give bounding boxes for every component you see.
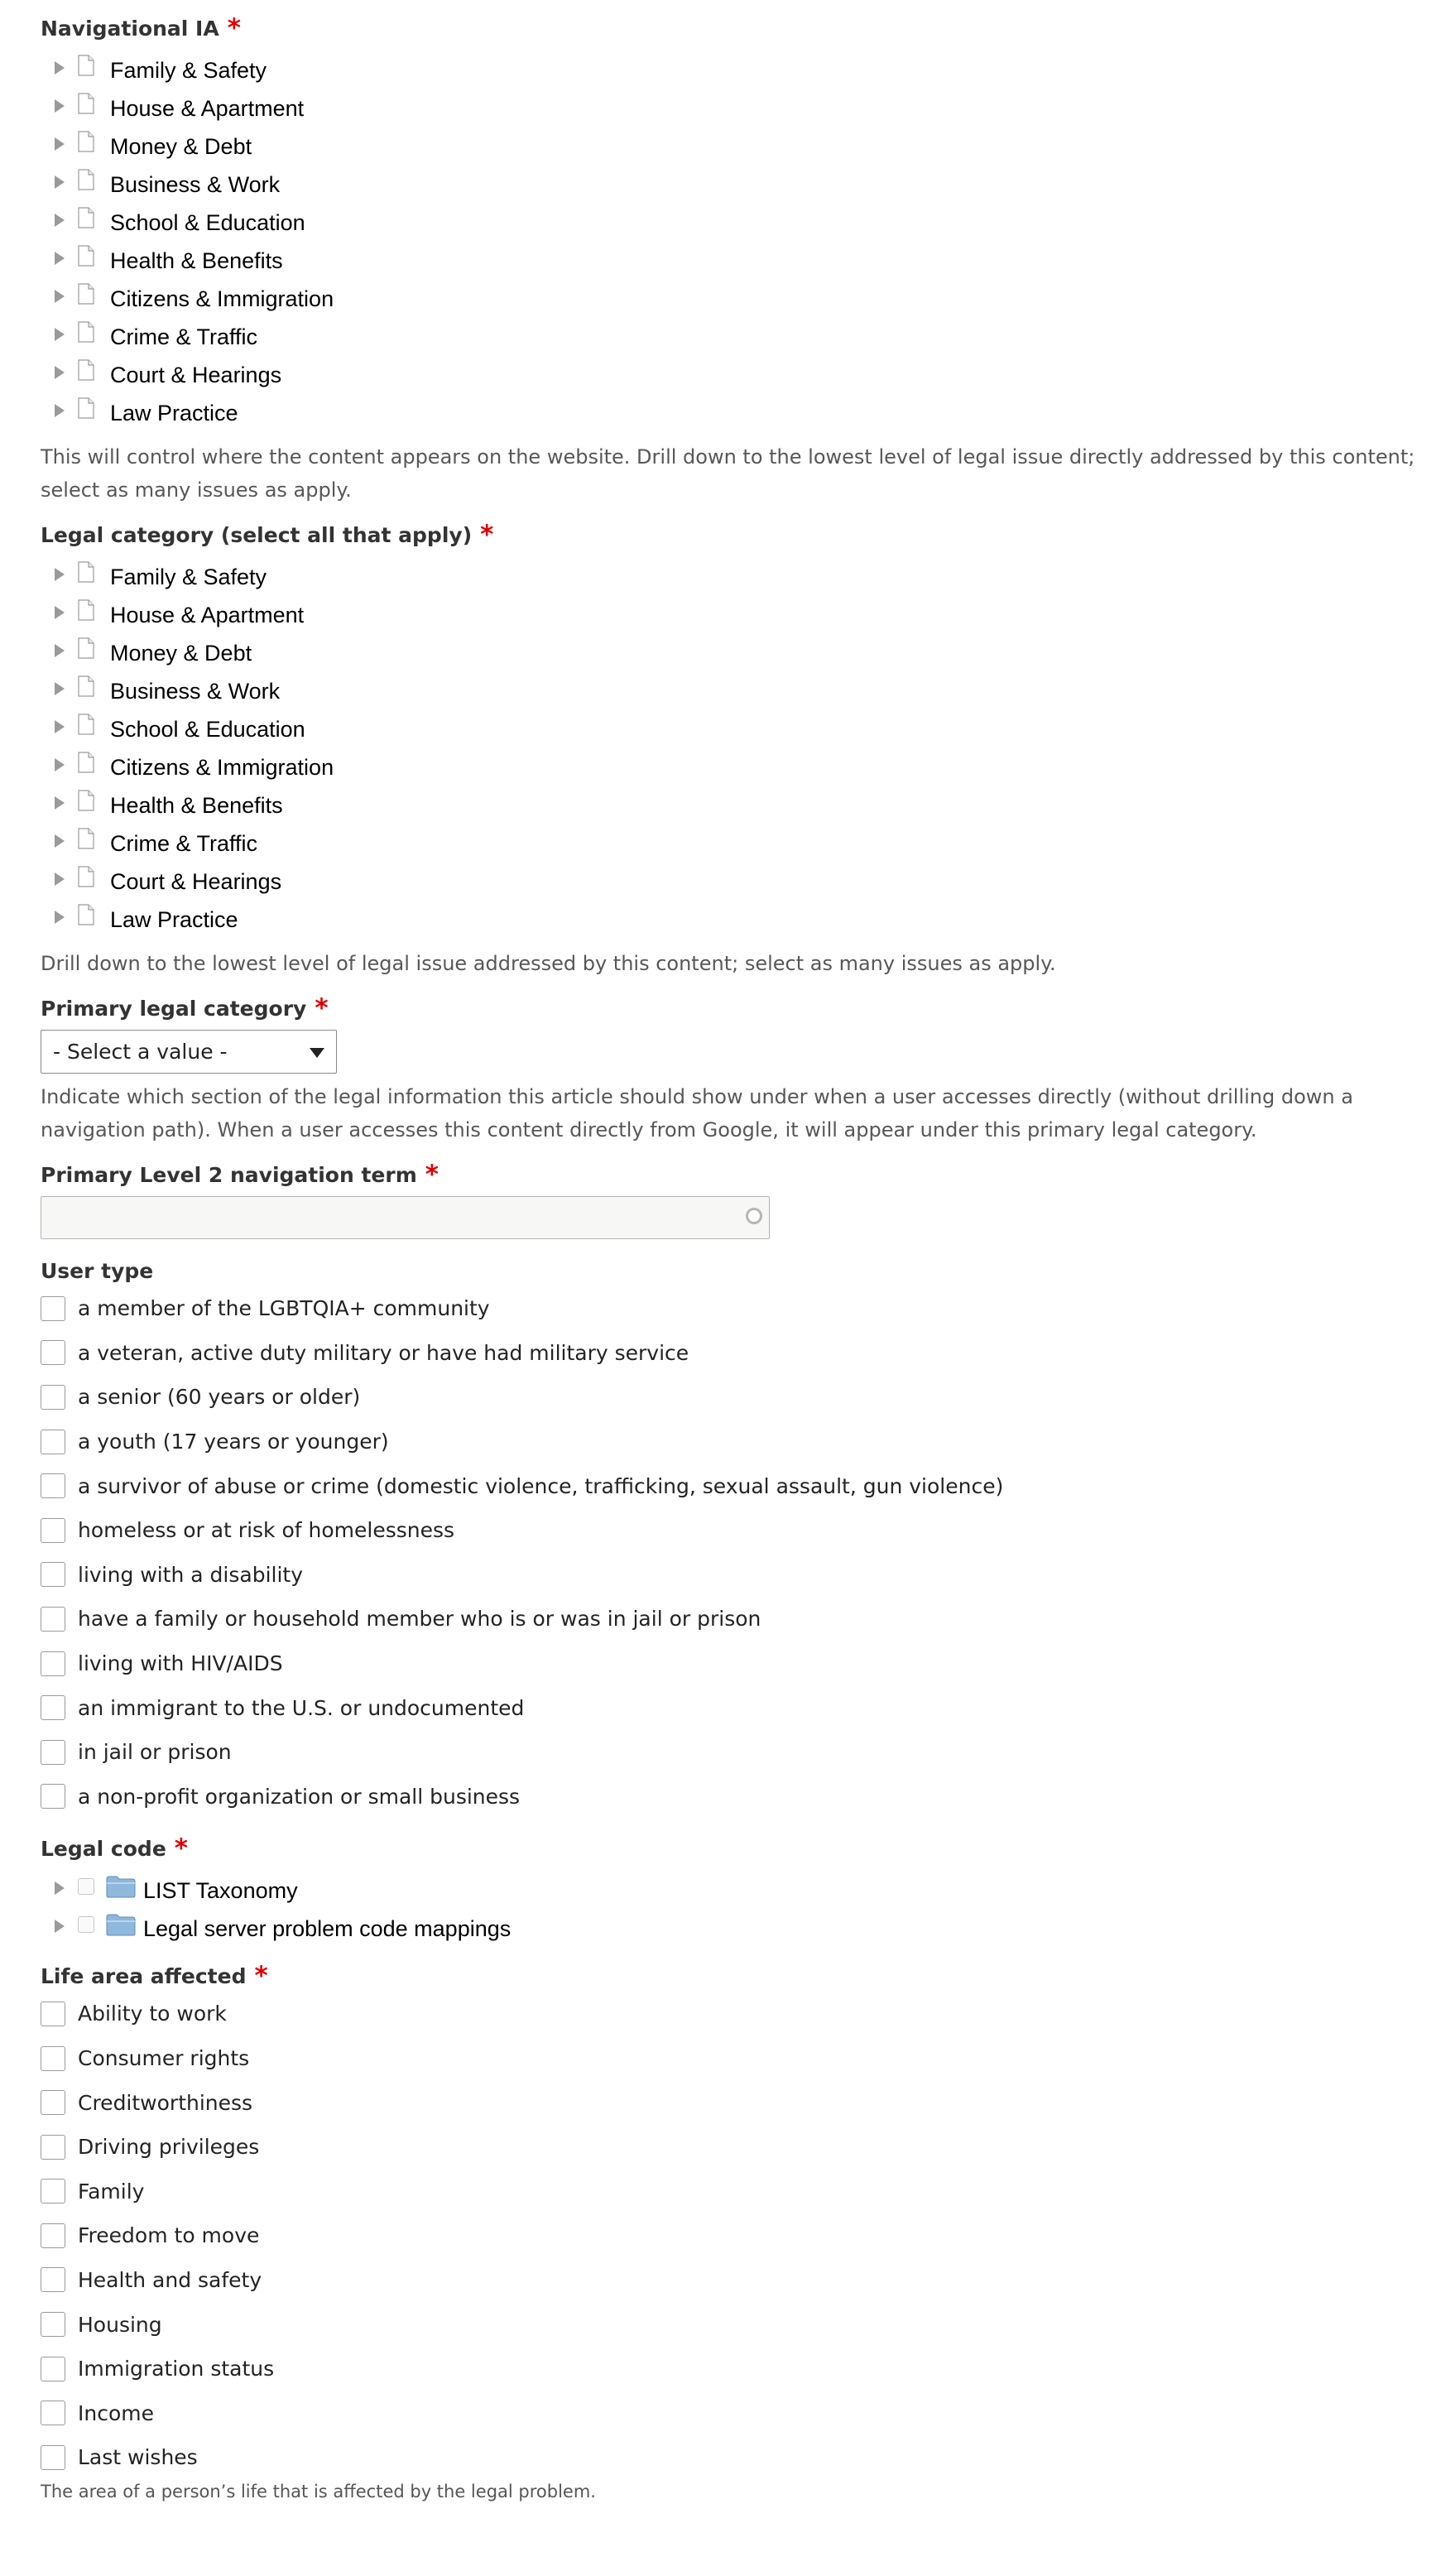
- tree-node[interactable]: [41, 280, 1441, 318]
- expand-arrow-icon[interactable]: [55, 175, 65, 189]
- expand-arrow-icon[interactable]: [55, 606, 65, 619]
- expand-arrow-icon[interactable]: [55, 404, 65, 417]
- legal-category-description: Drill down to the lowest level of legal issue addressed by this content; select as many issues as apply.: [41, 952, 1056, 975]
- checkbox-label[interactable]: Driving privileges: [78, 2135, 260, 2160]
- select-value: - Select a value -: [53, 1040, 228, 1064]
- checkbox[interactable]: [41, 2312, 65, 2337]
- checkbox-option[interactable]: [41, 1641, 1441, 1686]
- tree-node-label[interactable]: House & Apartment: [110, 602, 305, 627]
- checkbox-label[interactable]: Health and safety: [78, 2267, 262, 2292]
- tree-node-label[interactable]: Citizens & Immigration: [110, 754, 334, 780]
- checkbox[interactable]: [41, 1651, 65, 1676]
- tree-node[interactable]: [41, 89, 1441, 127]
- checkbox[interactable]: [41, 1740, 65, 1765]
- checkbox-label[interactable]: Family: [78, 2179, 145, 2204]
- tree-node-label[interactable]: Health & Benefits: [110, 792, 283, 818]
- checkbox-option[interactable]: [41, 2080, 1441, 2125]
- expand-arrow-icon[interactable]: [55, 720, 65, 733]
- tree-node[interactable]: [41, 901, 1441, 939]
- checkbox-option[interactable]: [41, 1331, 1441, 1376]
- document-icon: [78, 675, 94, 697]
- expand-arrow-icon[interactable]: [55, 290, 65, 303]
- document-icon: [78, 866, 94, 887]
- primary-level2-label: Primary Level 2 navigation term *: [41, 1160, 439, 1189]
- navigational-ia-tree: [41, 51, 1441, 432]
- expand-arrow-icon[interactable]: [55, 568, 65, 581]
- checkbox-option[interactable]: [41, 2435, 1441, 2480]
- required-marker: *: [254, 1961, 268, 1992]
- expand-arrow-icon[interactable]: [55, 872, 65, 886]
- checkbox-label[interactable]: a senior (60 years or older): [78, 1385, 361, 1410]
- document-icon: [78, 283, 94, 305]
- required-marker: *: [174, 1833, 188, 1864]
- caret-down-icon: [310, 1048, 324, 1058]
- checkbox-label[interactable]: Freedom to move: [78, 2223, 260, 2248]
- checkbox-label[interactable]: an immigrant to the U.S. or undocumented: [78, 1695, 525, 1720]
- checkbox-option[interactable]: [41, 1553, 1441, 1598]
- checkbox-label[interactable]: a member of the LGBTQIA+ community: [78, 1296, 490, 1321]
- expand-arrow-icon[interactable]: [55, 61, 65, 74]
- document-icon: [78, 359, 94, 381]
- checkbox-option[interactable]: [41, 1685, 1441, 1730]
- tree-node[interactable]: [41, 356, 1441, 394]
- tree-node-label[interactable]: Crime & Traffic: [110, 830, 258, 856]
- checkbox-label[interactable]: homeless or at risk of homelessness: [78, 1518, 455, 1543]
- checkbox[interactable]: [41, 2002, 65, 2026]
- tree-node-label[interactable]: Crime & Traffic: [110, 324, 258, 349]
- checkbox[interactable]: [41, 2267, 65, 2292]
- document-icon: [78, 714, 94, 735]
- document-icon: [78, 752, 94, 773]
- tree-node-label[interactable]: Business & Work: [110, 678, 281, 704]
- navigational-ia-field: [41, 0, 1441, 507]
- tree-node[interactable]: [41, 710, 1441, 748]
- checkbox-option[interactable]: [41, 1463, 1441, 1508]
- checkbox[interactable]: [41, 1562, 65, 1587]
- life-area-field: [41, 1963, 1441, 2503]
- tree-node[interactable]: [41, 1910, 1441, 1948]
- document-icon: [78, 131, 94, 152]
- checkbox-option[interactable]: [41, 1420, 1441, 1464]
- checkbox-option[interactable]: [41, 2170, 1441, 2214]
- document-icon: [78, 55, 94, 76]
- tree-node[interactable]: [41, 1872, 1441, 1910]
- tree-node-label[interactable]: House & Apartment: [110, 95, 305, 121]
- expand-arrow-icon[interactable]: [55, 137, 65, 151]
- checkbox-option[interactable]: [41, 2213, 1441, 2258]
- user-type-label: User type: [41, 1259, 154, 1283]
- expand-arrow-icon[interactable]: [55, 644, 65, 657]
- life-area-label: Life area affected *: [41, 1961, 268, 1992]
- required-marker: *: [227, 13, 241, 43]
- tree-node[interactable]: [41, 863, 1441, 901]
- primary-legal-category-select[interactable]: [41, 1030, 337, 1074]
- tree-node-label[interactable]: Business & Work: [110, 171, 281, 197]
- checkbox-option[interactable]: [41, 1286, 1441, 1331]
- checkbox-label[interactable]: living with a disability: [78, 1562, 304, 1587]
- expand-arrow-icon[interactable]: [55, 99, 65, 113]
- checkbox-label[interactable]: a veteran, active duty military or have had military service: [78, 1340, 689, 1365]
- checkbox-label[interactable]: a youth (17 years or younger): [78, 1430, 389, 1454]
- tree-node[interactable]: [41, 127, 1441, 166]
- checkbox-option[interactable]: [41, 2036, 1441, 2081]
- primary-legal-category-label: Primary legal category *: [41, 993, 329, 1023]
- checkbox[interactable]: [41, 2401, 65, 2425]
- tree-node[interactable]: [41, 394, 1441, 432]
- checkbox[interactable]: [41, 2090, 65, 2115]
- expand-arrow-icon[interactable]: [55, 682, 65, 695]
- checkbox[interactable]: [41, 1695, 65, 1720]
- expand-arrow-icon[interactable]: [55, 911, 65, 924]
- checkbox[interactable]: [41, 1340, 65, 1365]
- tree-node[interactable]: [41, 596, 1441, 634]
- tree-node[interactable]: [41, 786, 1441, 824]
- tree-node-label[interactable]: Health & Benefits: [110, 248, 283, 273]
- primary-level2-autocomplete-input[interactable]: [41, 1196, 770, 1239]
- checkbox-option[interactable]: [41, 2302, 1441, 2347]
- tree-node-label[interactable]: Court & Hearings: [110, 868, 282, 894]
- autocomplete-throbber-icon: [746, 1208, 762, 1224]
- document-icon: [78, 904, 94, 925]
- document-icon: [78, 93, 94, 114]
- checkbox[interactable]: [41, 2135, 65, 2160]
- tree-node[interactable]: [41, 824, 1441, 863]
- tree-node-label[interactable]: Court & Hearings: [110, 362, 282, 387]
- primary-legal-category-description: Indicate which section of the legal information this article should show under when a user accesses directly (without drilling down a navigation path). When a user accesses this content directly from Google, it will appear under this primary legal category.: [41, 1085, 1353, 1141]
- tree-node[interactable]: [41, 242, 1441, 280]
- legal-code-tree: [41, 1872, 1441, 1948]
- tree-node-label[interactable]: Law Practice: [110, 906, 238, 932]
- expand-arrow-icon[interactable]: [55, 796, 65, 810]
- tree-node-label[interactable]: Family & Safety: [110, 564, 267, 589]
- expand-arrow-icon[interactable]: [55, 366, 65, 379]
- folder-icon: [106, 1913, 136, 1936]
- checkbox-label[interactable]: in jail or prison: [78, 1740, 232, 1765]
- checkbox[interactable]: [41, 1296, 65, 1321]
- tree-node[interactable]: [41, 558, 1441, 596]
- checkbox-option[interactable]: [41, 1508, 1441, 1553]
- checkbox-label[interactable]: a survivor of abuse or crime (domestic violence, trafficking, sexual assault, gun violence): [78, 1473, 1004, 1498]
- checkbox[interactable]: [41, 1473, 65, 1498]
- legal-category-field: [41, 521, 1441, 980]
- tree-node[interactable]: [41, 204, 1441, 242]
- checkbox-option[interactable]: [41, 1775, 1441, 1819]
- tree-checkbox[interactable]: [78, 1916, 94, 1933]
- primary-level2-field: [41, 1161, 1441, 1239]
- tree-node-label[interactable]: School & Education: [110, 716, 305, 742]
- checkbox-option[interactable]: [41, 2391, 1441, 2435]
- document-icon: [78, 245, 94, 267]
- checkbox-label[interactable]: Ability to work: [78, 2002, 227, 2026]
- checkbox-option[interactable]: [41, 2258, 1441, 2303]
- document-icon: [78, 397, 94, 419]
- tree-node-label[interactable]: Family & Safety: [110, 57, 267, 83]
- document-icon: [78, 561, 94, 583]
- user-type-options: [41, 1286, 1441, 1819]
- legal-code-label: Legal code *: [41, 1833, 188, 1864]
- navigational-ia-description: This will control where the content appears on the website. Drill down to the lowest level of legal issue directly addressed by this content; select as many issues as apply.: [41, 445, 1415, 502]
- document-icon: [78, 169, 94, 190]
- tree-node[interactable]: [41, 748, 1441, 786]
- tree-node-label[interactable]: Legal server problem code mappings: [143, 1915, 512, 1941]
- checkbox-label[interactable]: Last wishes: [78, 2445, 198, 2470]
- required-marker: *: [315, 993, 329, 1023]
- expand-arrow-icon[interactable]: [55, 328, 65, 341]
- tree-node-label[interactable]: Citizens & Immigration: [110, 286, 334, 311]
- checkbox[interactable]: [41, 2179, 65, 2204]
- checkbox-option[interactable]: [41, 1730, 1441, 1775]
- tree-node-label[interactable]: Money & Debt: [110, 640, 252, 666]
- document-icon: [78, 599, 94, 621]
- expand-arrow-icon[interactable]: [55, 758, 65, 771]
- document-icon: [78, 321, 94, 343]
- expand-arrow-icon[interactable]: [55, 214, 65, 227]
- checkbox[interactable]: [41, 2445, 65, 2470]
- tree-node-label[interactable]: School & Education: [110, 209, 305, 235]
- folder-icon: [106, 1875, 136, 1898]
- checkbox-label[interactable]: have a family or household member who is or was in jail or prison: [78, 1607, 761, 1632]
- checkbox[interactable]: [41, 1518, 65, 1543]
- required-marker: *: [425, 1160, 439, 1189]
- document-icon: [78, 637, 94, 659]
- required-marker: *: [480, 520, 494, 550]
- user-type-field: [41, 1257, 1441, 1819]
- legal-category-label: Legal category (select all that apply) *: [41, 520, 494, 550]
- checkbox[interactable]: [41, 1430, 65, 1454]
- checkbox-label[interactable]: Consumer rights: [78, 2046, 250, 2071]
- tree-node-label[interactable]: Law Practice: [110, 400, 238, 425]
- tree-node[interactable]: [41, 634, 1441, 672]
- checkbox[interactable]: [41, 1385, 65, 1410]
- checkbox[interactable]: [41, 2046, 65, 2071]
- legal-category-tree: [41, 558, 1441, 939]
- checkbox-option[interactable]: [41, 1597, 1441, 1641]
- expand-arrow-icon[interactable]: [55, 834, 65, 848]
- tree-node[interactable]: [41, 166, 1441, 204]
- document-icon: [78, 207, 94, 228]
- checkbox-option[interactable]: [41, 1375, 1441, 1420]
- expand-arrow-icon[interactable]: [55, 1882, 65, 1895]
- checkbox[interactable]: [41, 1784, 65, 1809]
- checkbox-label[interactable]: Creditworthiness: [78, 2090, 253, 2115]
- checkbox[interactable]: [41, 1607, 65, 1632]
- checkbox-option[interactable]: [41, 2347, 1441, 2391]
- legal-code-field: [41, 1835, 1441, 1948]
- checkbox-label[interactable]: Housing: [78, 2312, 162, 2337]
- checkbox[interactable]: [41, 2223, 65, 2248]
- navigational-ia-label: Navigational IA *: [41, 13, 241, 43]
- checkbox-label[interactable]: Immigration status: [78, 2357, 275, 2381]
- checkbox-label[interactable]: a non-profit organization or small business: [78, 1784, 521, 1809]
- tree-node-label[interactable]: LIST Taxonomy: [143, 1877, 298, 1903]
- expand-arrow-icon[interactable]: [55, 252, 65, 265]
- checkbox-label[interactable]: Income: [78, 2401, 154, 2425]
- tree-node-label[interactable]: Money & Debt: [110, 133, 252, 159]
- expand-arrow-icon[interactable]: [55, 1920, 65, 1933]
- checkbox-option[interactable]: [41, 2125, 1441, 2170]
- life-area-description: The area of a person’s life that is affected by the legal problem.: [41, 2481, 596, 2502]
- checkbox[interactable]: [41, 2357, 65, 2381]
- life-area-options: [41, 1992, 1441, 2480]
- checkbox-label[interactable]: living with HIV/AIDS: [78, 1651, 283, 1676]
- tree-node[interactable]: [41, 318, 1441, 356]
- tree-node[interactable]: [41, 672, 1441, 710]
- primary-legal-category-field: [41, 995, 1441, 1146]
- document-icon: [78, 828, 94, 849]
- tree-checkbox[interactable]: [78, 1878, 94, 1895]
- document-icon: [78, 790, 94, 811]
- tree-node[interactable]: [41, 51, 1441, 89]
- checkbox-option[interactable]: [41, 1992, 1441, 2036]
